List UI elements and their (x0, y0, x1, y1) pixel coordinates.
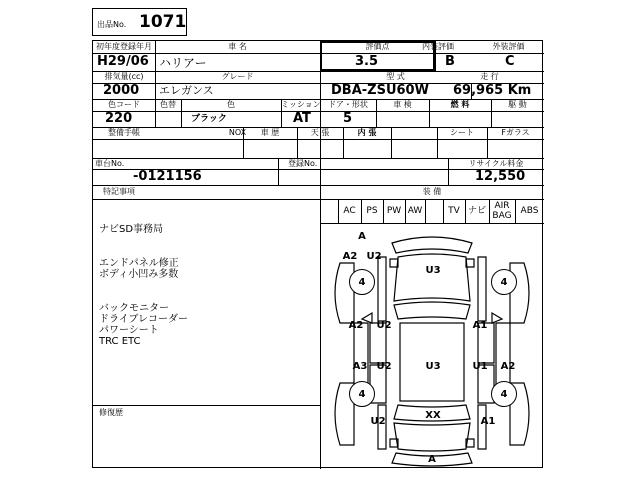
equip-tv: TV (448, 206, 460, 216)
interior-label: 内装評価 (422, 42, 454, 51)
color-code-value: 220 (105, 111, 133, 126)
equip-abs: ABS (520, 206, 539, 216)
interior-value: B (445, 54, 455, 69)
dmg-left-door-a2: A2 (348, 320, 364, 331)
rf-wheel: 4 (491, 269, 517, 295)
dmg-rear-bumper: A (428, 454, 436, 465)
car-name-value: ハリアー (159, 56, 207, 70)
dmg-front-bumper: A (358, 231, 366, 242)
color-change-label: 色替 (160, 100, 176, 109)
nox-label: NOX (228, 128, 247, 137)
dmg-trunk: XX (425, 410, 441, 421)
notes-label: 特記事項 (103, 187, 135, 196)
chassis-value: -0121156 (133, 169, 202, 184)
exterior-value: C (505, 54, 515, 69)
cc-label: 排気量(cc) (104, 72, 144, 81)
dmg-hood: U3 (425, 265, 441, 276)
dmg-right-door-a1: A1 (472, 320, 488, 331)
lot-box (92, 8, 187, 36)
note-line: エンドパネル修正 (99, 258, 179, 269)
sunroof-label: 天 張 (310, 128, 330, 137)
mileage-value: 69,965 Km (453, 83, 532, 98)
score-value: 3.5 (355, 54, 379, 69)
equip-pw: PW (386, 206, 402, 216)
note-line: ナビSD事務局 (99, 224, 164, 235)
equipment-label: 装 備 (422, 187, 442, 196)
lot-label: 出品No. (97, 20, 127, 29)
note-line: パワーシート (99, 325, 159, 336)
equip-airbag: AIR BAG (492, 201, 512, 221)
equip-ac: AC (343, 206, 356, 216)
color-code-label: 色コード (108, 100, 140, 109)
model-value: DBA-ZSU60W (331, 83, 429, 98)
manual-label: 整備手帳 (108, 128, 140, 137)
inner-label: 内 張 (357, 128, 377, 137)
dmg-left-fender-u2: U2 (366, 251, 382, 262)
exterior-label: 外装評価 (492, 42, 525, 51)
equip-aw: AW (407, 206, 423, 216)
regno-label: 登録No. (288, 159, 318, 168)
repair-history-label: 修復歴 (99, 408, 123, 417)
dmg-left-fender-a2: A2 (342, 251, 358, 262)
color-value: ブラック (191, 114, 227, 124)
drive-label: 駆 動 (508, 100, 527, 109)
mileage-label: 走 行 (480, 72, 499, 81)
reg-date-label: 初年度登録年月 (96, 42, 152, 51)
history-label: 車 歴 (260, 128, 280, 137)
dmg-rear-left-u2: U2 (370, 416, 386, 427)
equip-ps: PS (366, 206, 378, 216)
equip-navi: ナビ (467, 206, 486, 216)
chassis-label: 車台No. (95, 159, 125, 168)
note-line: TRC ETC (99, 336, 141, 347)
inspection-sheet (92, 40, 543, 468)
fglass-label: Fガラス (501, 128, 530, 137)
grade-value: エレガンス (159, 84, 214, 97)
dmg-right-rear-u1: U1 (472, 361, 488, 372)
note-line: バックモニター (99, 303, 169, 314)
door-label: ドア・形状 (328, 100, 368, 109)
lf-wheel: 4 (349, 269, 375, 295)
mission-value: AT (293, 111, 311, 126)
recycle-value: 12,550 (475, 169, 526, 184)
model-label: 型 式 (386, 72, 405, 81)
inspection-label: 車 検 (393, 100, 412, 109)
seat-label: シート (450, 128, 474, 137)
door-value: 5 (343, 111, 353, 126)
mission-label: ミッション (281, 100, 321, 109)
lr-wheel: 4 (349, 381, 375, 407)
reg-date-value: H29/06 (97, 54, 149, 69)
recycle-label: リサイクル料金 (468, 159, 524, 168)
grade-label: グレード (221, 72, 254, 81)
dmg-left-rear-a3: A3 (352, 361, 368, 372)
car-name-label: 車 名 (228, 42, 247, 51)
score-label: 評価点 (365, 42, 390, 51)
fuel-label: 燃 料 (450, 100, 470, 109)
cc-value: 2000 (103, 83, 140, 98)
dmg-left-rear-u2: U2 (376, 361, 392, 372)
note-line: ボディ小凹み多数 (99, 269, 179, 280)
dmg-left-door-u2: U2 (376, 320, 392, 331)
dmg-right-rear-a2: A2 (500, 361, 516, 372)
lot-number: 1071 (139, 12, 187, 32)
dmg-roof: U3 (425, 361, 441, 372)
note-line: ドライブレコーダー (99, 314, 188, 325)
color-label: 色 (227, 100, 235, 109)
rr-wheel: 4 (491, 381, 517, 407)
dmg-rear-right-a1: A1 (480, 416, 496, 427)
